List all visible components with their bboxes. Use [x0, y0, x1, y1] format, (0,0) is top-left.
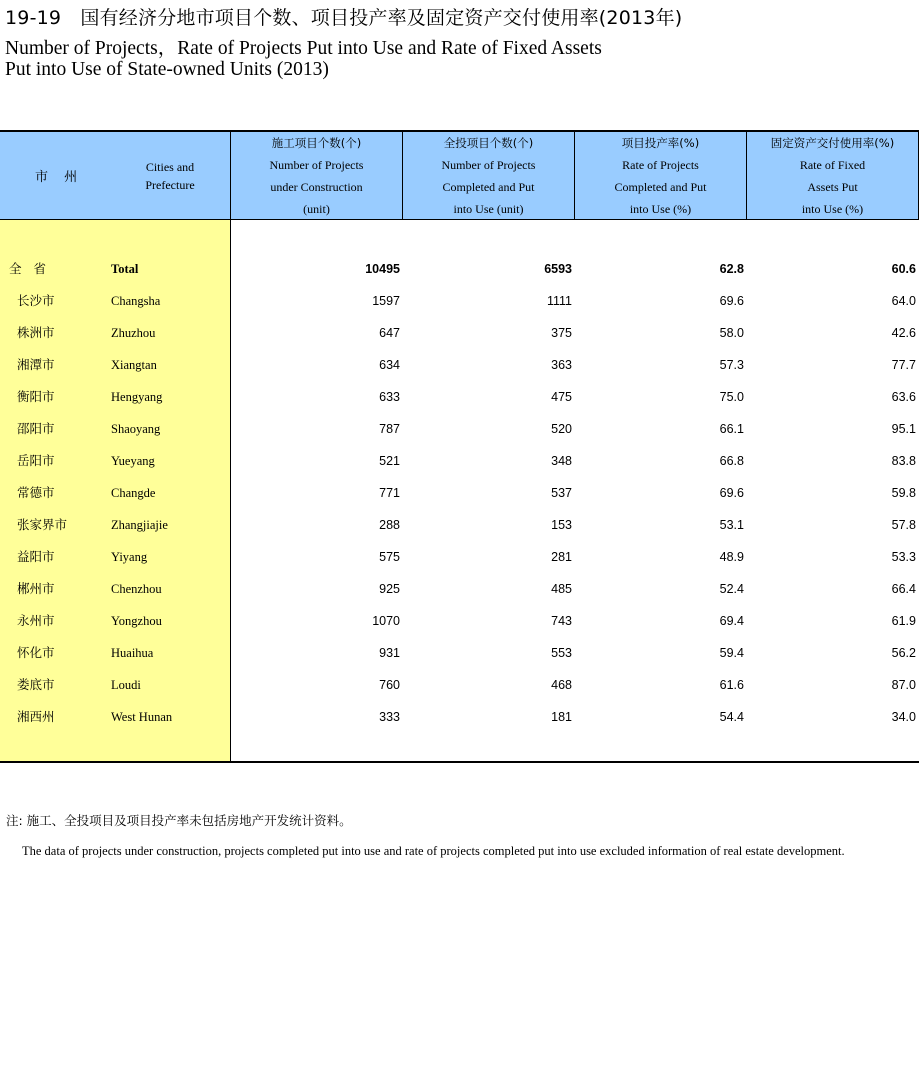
column-header-en2: Completed and Put [614, 180, 707, 194]
row-region-en: Yongzhou [111, 614, 162, 628]
column-header-cn: 固定资产交付使用率(%) [770, 136, 895, 150]
table-row [0, 291, 919, 323]
cell-rate-fixed-assets: 66.4 [891, 582, 916, 596]
stub-header-cn: 市 州 [35, 170, 84, 185]
cell-under-construction: 771 [379, 486, 400, 500]
row-region-cn: 娄底市 [17, 677, 55, 692]
row-region-en: Loudi [111, 678, 141, 692]
row-region-cn: 湘西州 [17, 709, 55, 724]
cell-completed: 553 [551, 646, 572, 660]
table-row [0, 483, 919, 515]
stub-header-en [130, 158, 210, 194]
cell-under-construction: 760 [379, 678, 400, 692]
table-row [0, 707, 919, 739]
footnote-en: The data of projects under construction, projects completed put into use and rate of projects completed put into use excluded information of real estate development. [22, 844, 845, 858]
cell-under-construction: 10495 [365, 262, 400, 276]
row-region-en: Changsha [111, 294, 161, 308]
row-region-cn: 湘潭市 [17, 357, 55, 372]
table-row [0, 515, 919, 547]
cell-rate-fixed-assets: 95.1 [891, 422, 916, 436]
cell-rate-fixed-assets: 87.0 [891, 678, 916, 692]
cell-completed: 485 [551, 582, 572, 596]
row-region-cn: 邵阳市 [17, 421, 55, 436]
row-region-cn: 岳阳市 [17, 453, 55, 468]
cell-rate-projects: 66.8 [719, 454, 744, 468]
cell-rate-fixed-assets: 77.7 [891, 358, 916, 372]
cell-rate-fixed-assets: 42.6 [891, 326, 916, 340]
cell-completed: 468 [551, 678, 572, 692]
stub-header-en-line2: Prefecture [145, 178, 195, 192]
column-header-en2: Assets Put [807, 180, 858, 194]
row-region-cn: 张家界市 [17, 517, 68, 532]
stub-header-en-line1: Cities and [145, 160, 195, 174]
table-row-total [0, 259, 919, 291]
cell-rate-projects: 62.8 [719, 262, 744, 276]
row-region-en: Yiyang [111, 550, 148, 564]
column-header-cn: 全投项目个数(个) [443, 136, 534, 150]
footnote-cn: 注: 施工、全投项目及项目投产率未包括房地产开发统计资料。 [6, 813, 352, 828]
column-header-en1: Number of Projects [441, 158, 536, 172]
cell-under-construction: 1597 [372, 294, 400, 308]
table-row [0, 419, 919, 451]
column-header-en3: (unit) [303, 202, 330, 216]
cell-rate-projects: 61.6 [719, 678, 744, 692]
statistics-table [0, 130, 919, 763]
row-region-en: Yueyang [111, 454, 155, 468]
cell-under-construction: 575 [379, 550, 400, 564]
row-region-cn: 永州市 [17, 613, 55, 628]
table-title-en-line2: Put into Use of State-owned Units (2013) [5, 59, 329, 80]
cell-completed: 281 [551, 550, 572, 564]
cell-rate-fixed-assets: 63.6 [891, 390, 916, 404]
cell-rate-fixed-assets: 57.8 [891, 518, 916, 532]
cell-under-construction: 633 [379, 390, 400, 404]
cell-rate-projects: 57.3 [719, 358, 744, 372]
row-region-en: Zhangjiajie [111, 518, 168, 532]
table-row [0, 547, 919, 579]
row-region-en: Total [111, 262, 139, 276]
cell-rate-fixed-assets: 64.0 [891, 294, 916, 308]
column-header-completed [403, 132, 574, 219]
row-region-cn: 益阳市 [17, 549, 55, 564]
cell-completed: 6593 [544, 262, 572, 276]
column-header-en2: under Construction [270, 180, 363, 194]
cell-rate-projects: 59.4 [719, 646, 744, 660]
column-header-en1: Rate of Fixed [799, 158, 866, 172]
row-region-en: Shaoyang [111, 422, 161, 436]
table-bottom-rule [0, 761, 919, 763]
cell-rate-fixed-assets: 56.2 [891, 646, 916, 660]
row-region-en: Hengyang [111, 390, 163, 404]
cell-rate-fixed-assets: 60.6 [891, 262, 916, 276]
cell-under-construction: 521 [379, 454, 400, 468]
row-region-cn: 长沙市 [17, 293, 55, 308]
cell-completed: 181 [551, 710, 572, 724]
column-header-cn: 施工项目个数(个) [271, 136, 362, 150]
cell-rate-fixed-assets: 59.8 [891, 486, 916, 500]
column-header-en1: Rate of Projects [622, 158, 699, 172]
row-region-cn: 全 省 [9, 261, 50, 276]
table-row [0, 451, 919, 483]
column-header-en1: Number of Projects [269, 158, 364, 172]
cell-completed: 475 [551, 390, 572, 404]
table-row [0, 643, 919, 675]
row-region-en: Chenzhou [111, 582, 162, 596]
cell-under-construction: 925 [379, 582, 400, 596]
column-header-en3: into Use (%) [801, 202, 864, 216]
cell-rate-projects: 48.9 [719, 550, 744, 564]
row-region-en: Changde [111, 486, 156, 500]
cell-rate-projects: 53.1 [719, 518, 744, 532]
column-header-en3: into Use (%) [629, 202, 692, 216]
cell-completed: 375 [551, 326, 572, 340]
row-region-cn: 衡阳市 [17, 389, 55, 404]
column-header-en3: into Use (unit) [453, 202, 524, 216]
cell-rate-projects: 69.6 [719, 294, 744, 308]
cell-completed: 743 [551, 614, 572, 628]
table-row [0, 611, 919, 643]
row-region-cn: 株洲市 [17, 325, 55, 340]
cell-completed: 363 [551, 358, 572, 372]
cell-completed: 520 [551, 422, 572, 436]
cell-completed: 348 [551, 454, 572, 468]
column-header-under-construction [231, 132, 402, 219]
cell-under-construction: 1070 [372, 614, 400, 628]
row-region-en: Zhuzhou [111, 326, 156, 340]
cell-under-construction: 288 [379, 518, 400, 532]
cell-completed: 537 [551, 486, 572, 500]
cell-rate-fixed-assets: 61.9 [891, 614, 916, 628]
row-region-en: Xiangtan [111, 358, 157, 372]
cell-under-construction: 333 [379, 710, 400, 724]
row-region-cn: 怀化市 [17, 645, 55, 660]
cell-under-construction: 647 [379, 326, 400, 340]
cell-under-construction: 634 [379, 358, 400, 372]
column-header-rate-projects [575, 132, 746, 219]
table-row [0, 579, 919, 611]
cell-rate-projects: 54.4 [719, 710, 744, 724]
cell-completed: 1111 [546, 294, 572, 308]
table-row [0, 355, 919, 387]
row-region-en: West Hunan [111, 710, 173, 724]
cell-rate-projects: 66.1 [719, 422, 744, 436]
cell-rate-fixed-assets: 34.0 [891, 710, 916, 724]
table-title-en-line1: Number of Projects，Rate of Projects Put into Use and Rate of Fixed Assets [5, 38, 602, 59]
cell-rate-projects: 69.4 [719, 614, 744, 628]
cell-rate-projects: 52.4 [719, 582, 744, 596]
cell-rate-projects: 69.6 [719, 486, 744, 500]
table-row [0, 323, 919, 355]
cell-rate-fixed-assets: 53.3 [891, 550, 916, 564]
column-header-en2: Completed and Put [442, 180, 535, 194]
table-row [0, 675, 919, 707]
table-row [0, 387, 919, 419]
cell-rate-fixed-assets: 83.8 [891, 454, 916, 468]
column-header-cn: 项目投产率(%) [621, 136, 700, 150]
cell-rate-projects: 75.0 [719, 390, 744, 404]
row-region-en: Huaihua [111, 646, 154, 660]
cell-completed: 153 [551, 518, 572, 532]
cell-rate-projects: 58.0 [719, 326, 744, 340]
table-title-cn: 19-19 国有经济分地市项目个数、项目投产率及固定资产交付使用率(2013年) [5, 7, 683, 29]
row-region-cn: 常德市 [17, 485, 55, 500]
row-region-cn: 郴州市 [17, 581, 55, 596]
column-header-rate-fixed-assets [747, 132, 918, 219]
cell-under-construction: 931 [379, 646, 400, 660]
cell-under-construction: 787 [379, 422, 400, 436]
